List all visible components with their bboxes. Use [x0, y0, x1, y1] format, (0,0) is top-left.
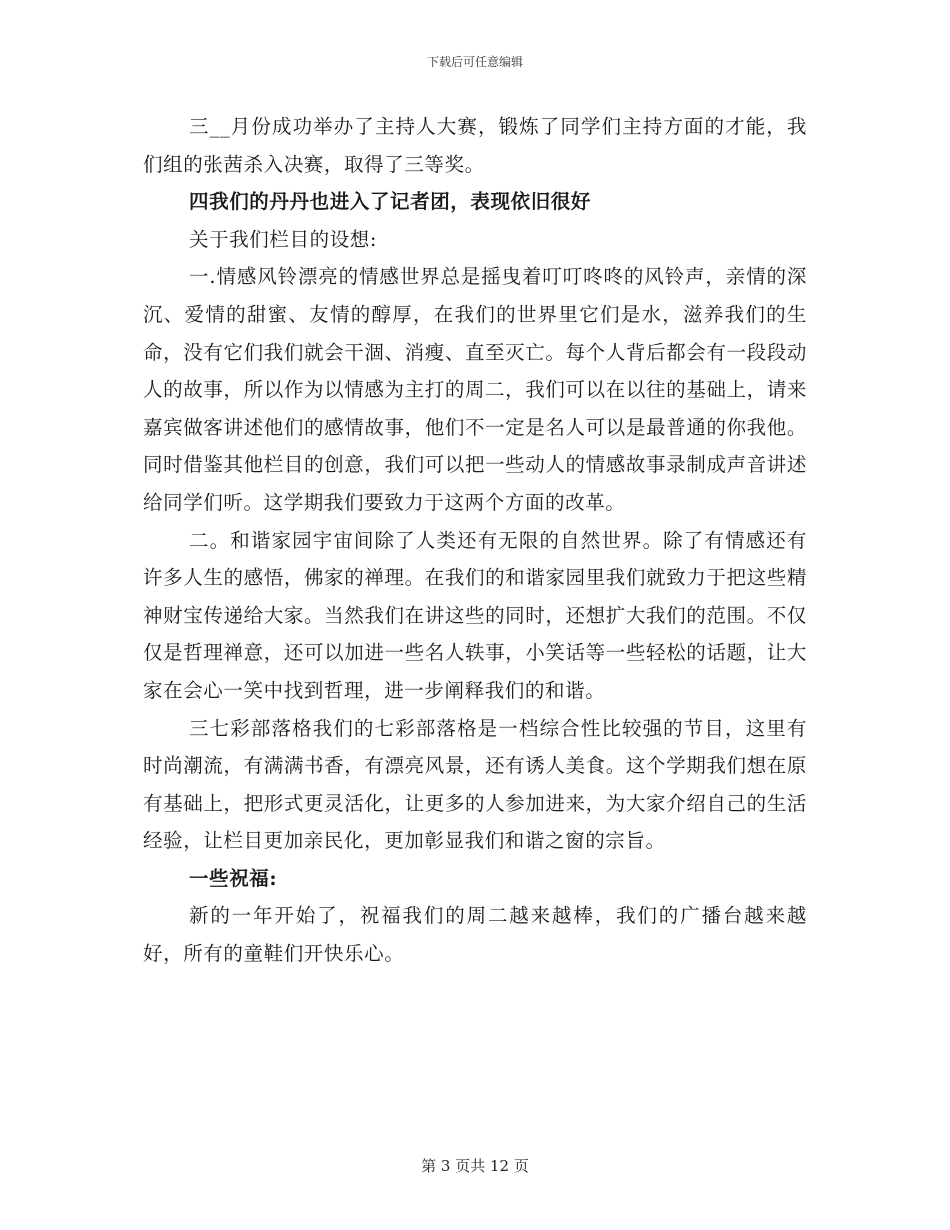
page-number-footer: 第 3 页共 12 页: [421, 1157, 529, 1175]
paragraph-column-plan-intro: 关于我们栏目的设想:: [189, 227, 378, 251]
paragraph-reporter-team: 四我们的丹丹也进入了记者团，表现依旧很好: [189, 190, 592, 214]
page-header-note: 下载后可任意编辑: [426, 55, 523, 69]
paragraph-host-contest: 三__月份成功举办了主持人大赛，锻炼了同学们主持方面的才能，我们组的张茜杀入决赛，取得了三等奖。: [143, 115, 807, 176]
paragraph-new-year-blessing: 新的一年开始了，祝福我们的周二越来越棒，我们的广播台越来越好，所有的童鞋们开快乐心。: [143, 904, 807, 966]
paragraph-blessings-heading: 一些祝福:: [189, 866, 278, 890]
paragraph-colorful-blog: 三七彩部落格我们的七彩部落格是一档综合性比较强的节目，这里有时尚潮流，有满满书香，有漂亮风景，还有诱人美食。这个学期我们想在原有基础上，把形式更灵活化，让更多的人参加进来，为大家介绍自己的生活经验，让栏目更加亲民化，更加彰显我们和谐之窗的宗旨。: [143, 716, 807, 853]
paragraph-harmony-home: 二。和谐家园宇宙间除了人类还有无限的自然世界。除了有情感还有许多人生的感悟，佛家的禅理。在我们的和谐家园里我们就致力于把这些精神财宝传递给大家。当然我们在讲这些的同时，还想扩大我们的范围。不仅仅是哲理禅意，还可以加进一些名人轶事，小笑话等一些轻松的话题，让大家在会心一笑中找到哲理，进一步阐释我们的和谐。: [143, 528, 807, 702]
paragraph-emotion-chimes: 一.情感风铃漂亮的情感世界总是摇曳着叮叮咚咚的风铃声，亲情的深沉、爱情的甜蜜、友情的醇厚，在我们的世界里它们是水，滋养我们的生命，没有它们我们就会干涸、消瘦、直至灭亡。每个人背后都会有一段段动人的故事，所以作为以情感为主打的周二，我们可以在以往的基础上，请来嘉宾做客讲述他们的感情故事，他们不一定是名人可以是最普通的你我他。同时借鉴其他栏目的创意，我们可以把一些动人的情感故事录制成声音讲述给同学们听。这学期我们要致力于这两个方面的改革。: [143, 265, 807, 514]
document-body: [143, 108, 807, 973]
